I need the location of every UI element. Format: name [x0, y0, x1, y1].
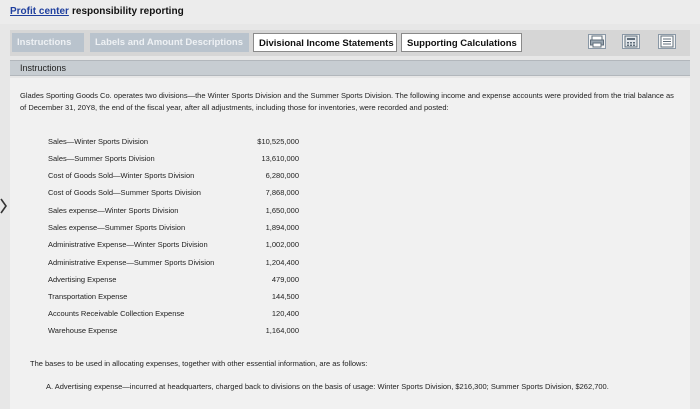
notes-icon[interactable] — [658, 34, 676, 49]
account-name: Sales—Winter Sports Division — [48, 137, 149, 146]
tab-instructions[interactable]: Instructions — [12, 33, 84, 52]
collapse-arrow-icon[interactable] — [0, 198, 8, 214]
account-value: 7,868,000 — [265, 188, 299, 197]
instructions-content — [10, 78, 690, 409]
account-name: Cost of Goods Sold—Summer Sports Division — [48, 188, 201, 197]
account-value: 479,000 — [271, 275, 299, 284]
tab-divisional-income-statements[interactable]: Divisional Income Statements — [253, 33, 397, 52]
account-value: 1,650,000 — [265, 206, 299, 215]
account-name: Warehouse Expense — [48, 326, 118, 335]
tab-supporting-calculations[interactable]: Supporting Calculations — [401, 33, 522, 52]
account-value: 144,500 — [271, 292, 299, 301]
bases-paragraph: The bases to be used in allocating expenses, together with other essential information, are as follows: — [30, 359, 368, 368]
section-header — [10, 60, 690, 76]
title-bar — [0, 0, 700, 24]
printer-icon[interactable] — [588, 34, 606, 49]
tab-bar — [10, 30, 690, 56]
account-value: $10,525,000 — [257, 137, 299, 146]
account-value: 13,610,000 — [261, 154, 299, 163]
account-value: 1,204,400 — [265, 258, 299, 267]
account-value: 1,894,000 — [265, 223, 299, 232]
account-value: 6,280,000 — [265, 171, 299, 180]
account-name: Administrative Expense—Winter Sports Division — [48, 240, 208, 249]
account-name: Advertising Expense — [48, 275, 117, 284]
account-value: 1,164,000 — [265, 326, 299, 335]
allocation-item-a: A. Advertising expense—incurred at headquarters, charged back to divisions on the basis of usage: Winter Sports Division, $216,300; Summer Sports Division, $262,700. — [46, 382, 609, 391]
profit-center-link[interactable]: Profit center — [10, 6, 69, 17]
calculator-icon[interactable] — [622, 34, 640, 49]
account-name: Sales expense—Summer Sports Division — [48, 223, 186, 232]
account-name: Cost of Goods Sold—Winter Sports Division — [48, 171, 195, 180]
account-value: 120,400 — [271, 309, 299, 318]
account-name: Administrative Expense—Summer Sports Division — [48, 258, 215, 267]
intro-paragraph: Glades Sporting Goods Co. operates two divisions—the Winter Sports Division and the Summer Sports Division. The following income and expense accounts were provided from the trial balance as of December 31, 20Y8, the end of the fiscal year, after all adjustments, including those for inventories, were recorded and posted: — [20, 91, 674, 112]
account-name: Sales—Summer Sports Division — [48, 154, 155, 163]
account-name: Transportation Expense — [48, 292, 128, 301]
account-value: 1,002,000 — [265, 240, 299, 249]
account-name: Accounts Receivable Collection Expense — [48, 309, 185, 318]
account-name: Sales expense—Winter Sports Division — [48, 206, 179, 215]
tab-labels-and-amount-descriptions[interactable]: Labels and Amount Descriptions — [90, 33, 249, 52]
page-title: responsibility reporting — [72, 6, 184, 17]
section-title: Instructions — [20, 63, 67, 73]
